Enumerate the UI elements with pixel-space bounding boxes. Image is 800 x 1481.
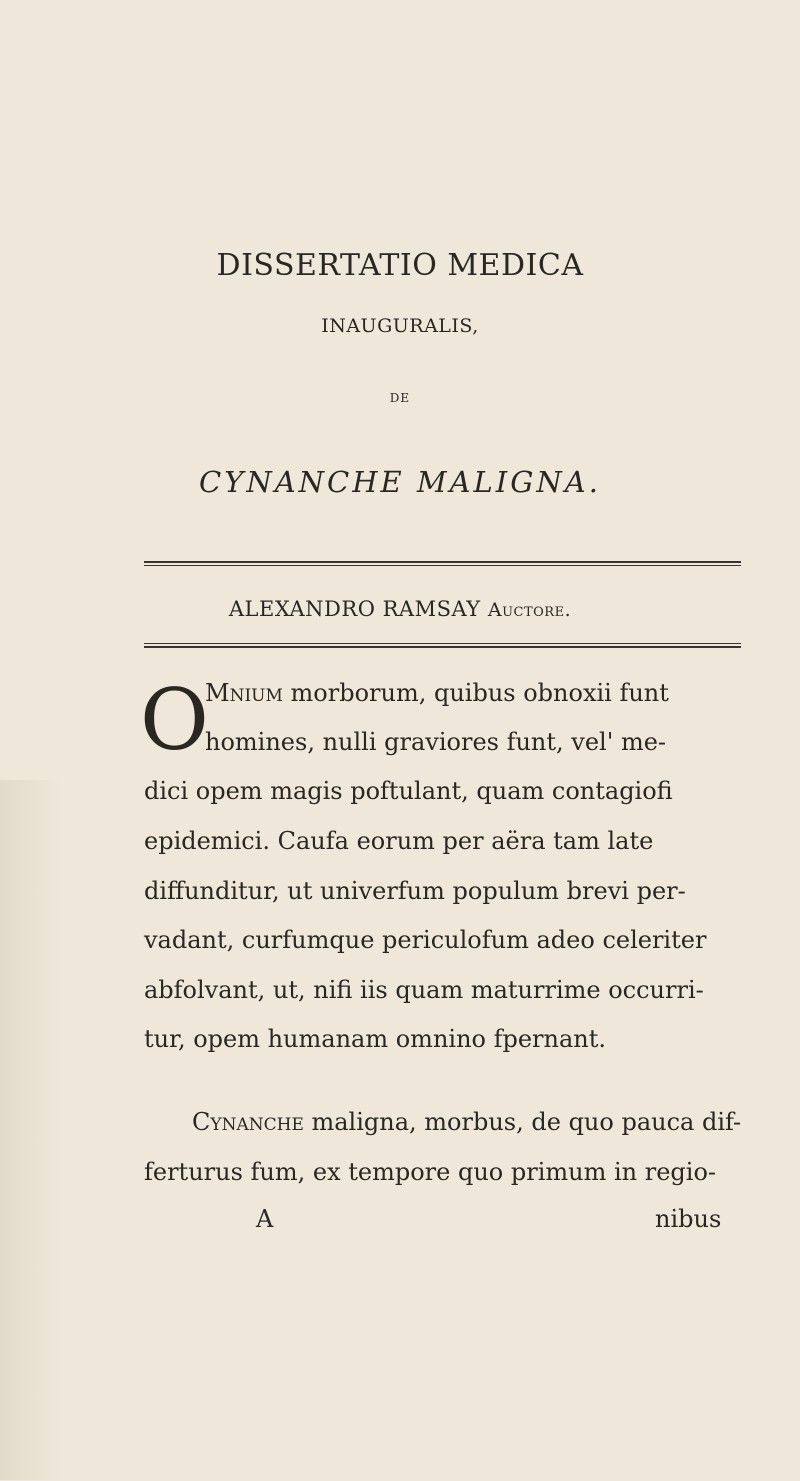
double-rule-top-b xyxy=(144,565,741,566)
signature-mark: A xyxy=(256,1205,274,1233)
paragraph1-line-3: dici opem magis poftulant, quam contagiofi xyxy=(144,777,673,805)
title-line-2: INAUGURALIS, xyxy=(321,315,479,337)
paragraph1-line-5: diffunditur, ut univerfum populum brevi per- xyxy=(144,877,686,905)
paragraph1-first-word: Mnium xyxy=(205,679,283,707)
author-role: Auctore. xyxy=(487,599,572,621)
paragraph2-line-1-text: maligna, morbus, de quo pauca dif- xyxy=(303,1108,742,1136)
paragraph1-line-8: tur, opem humanam omnino fpernant. xyxy=(144,1025,607,1053)
paragraph1-line-4: epidemici. Caufa eorum per aëra tam late xyxy=(144,827,654,855)
double-rule-bottom-b xyxy=(144,646,741,648)
author-name: ALEXANDRO RAMSAY xyxy=(228,597,481,621)
author-line xyxy=(0,597,800,621)
paragraph1-line-6: vadant, curfumque periculofum adeo celeriter xyxy=(144,926,707,954)
paragraph2-line-2: ferturus fum, ex tempore quo primum in regio- xyxy=(144,1158,717,1186)
double-rule-bottom-a xyxy=(144,643,741,644)
paragraph1-line-1-text: morborum, quibus obnoxii funt xyxy=(282,679,669,707)
page-stain xyxy=(0,780,60,1480)
paragraph1-line-1 xyxy=(205,678,800,708)
paragraph2-first-word: Cynanche xyxy=(192,1108,304,1136)
subject-title: CYNANCHE MALIGNA. xyxy=(199,465,601,499)
paragraph2-line-1 xyxy=(192,1107,792,1137)
title-line-1: DISSERTATIO MEDICA xyxy=(216,248,584,283)
drop-cap: O xyxy=(140,671,209,769)
paragraph1-line-2: homines, nulli graviores funt, vel' me- xyxy=(205,728,667,756)
paragraph1-line-7: abfolvant, ut, nifi iis quam maturrime occurri- xyxy=(144,976,704,1004)
double-rule-top-a xyxy=(144,561,741,563)
catchword: nibus xyxy=(655,1205,722,1233)
title-de: DE xyxy=(389,391,411,405)
